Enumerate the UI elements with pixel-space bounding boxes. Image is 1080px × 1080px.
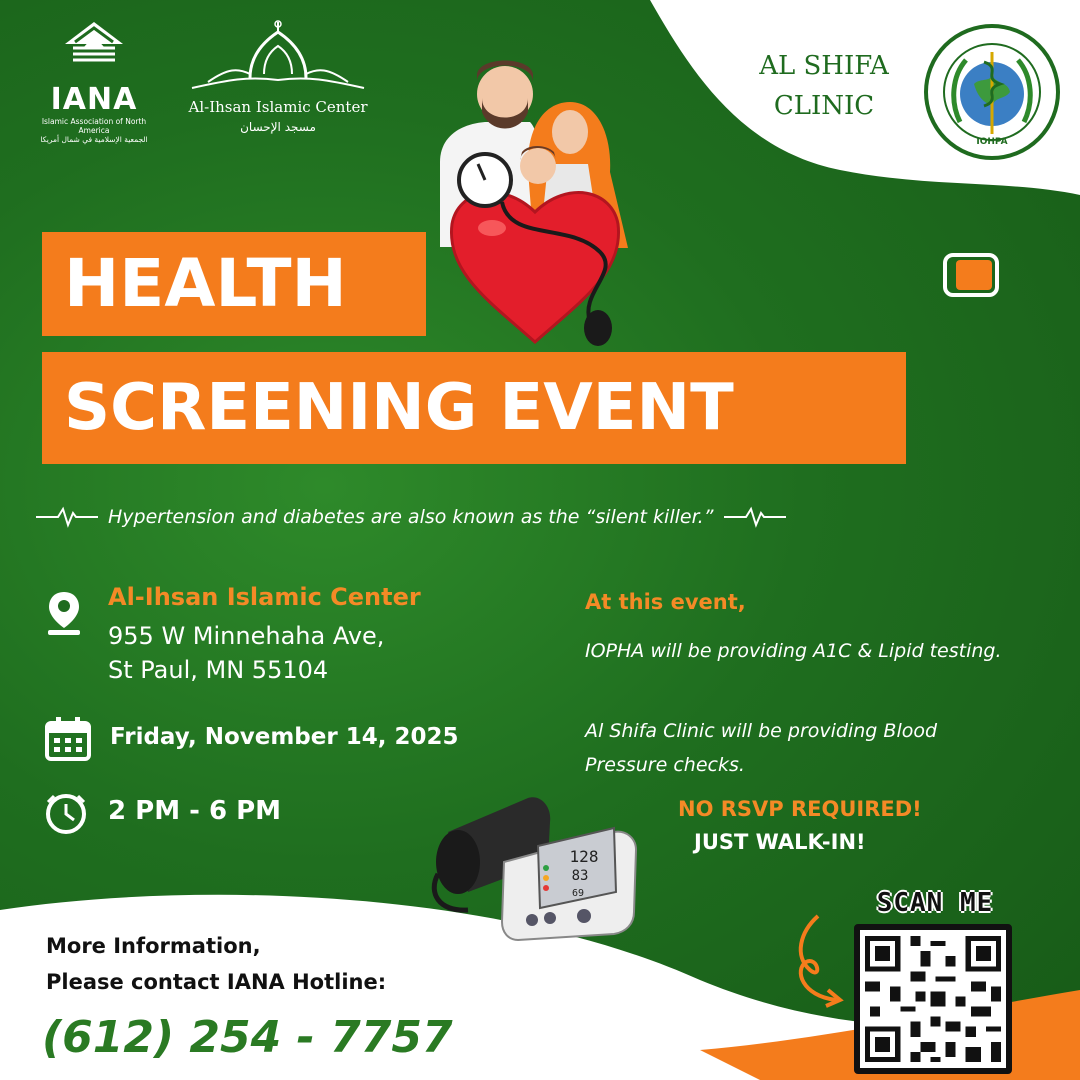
iana-subtitle: Islamic Association of North America <box>41 117 147 135</box>
tagline: Hypertension and diabetes are also known as the “silent killer.” <box>108 506 714 528</box>
blood-pressure-monitor-illustration <box>428 792 648 942</box>
mosque-dome-icon <box>188 18 368 90</box>
iopha-service-text: IOPHA will be providing A1C & Lipid testing. <box>585 640 1002 662</box>
event-time: 2 PM - 6 PM <box>108 796 282 826</box>
heartbeat-line-icon <box>724 505 786 529</box>
monitor-sys: 128 <box>569 847 599 866</box>
monitor-dia: 83 <box>571 868 589 884</box>
family-heart-illustration <box>430 52 640 352</box>
qr-code[interactable] <box>854 924 1012 1074</box>
iohpa-abbr: IOHPA <box>976 137 1008 147</box>
title-line-2: SCREENING EVENT <box>42 352 906 464</box>
scan-me-label: SCAN ME <box>876 888 994 918</box>
shifa-service-text: Al Shifa Clinic will be providing Blood Pressure checks. <box>585 720 938 776</box>
iohpa-seal <box>922 22 1062 162</box>
heartbeat-line-icon <box>36 505 98 529</box>
iana-logo <box>34 18 154 146</box>
event-info-heading: At this event, <box>585 590 746 614</box>
al-shifa-line2: CLINIC <box>773 91 875 121</box>
calendar-icon <box>44 716 92 762</box>
iana-wordmark: IANA <box>50 82 138 117</box>
clock-icon <box>44 792 88 836</box>
hotline-phone[interactable]: (612) 254 - 7757 <box>42 1012 453 1063</box>
venue-address-line2: St Paul, MN 55104 <box>108 656 329 684</box>
al-shifa-line1: AL SHIFA <box>759 51 889 81</box>
iana-arabic: الجمعية الإسلامية في شمال أمريكا <box>40 135 148 144</box>
venue-name: Al-Ihsan Islamic Center <box>108 583 421 611</box>
no-rsvp-text: NO RSVP REQUIRED! <box>678 797 922 821</box>
iana-emblem-icon <box>59 18 129 76</box>
ihsan-name: Al-Ihsan Islamic Center <box>188 98 368 116</box>
monitor-pulse: 69 <box>571 888 585 899</box>
more-info-line1: More Information, <box>46 934 261 958</box>
location-pin-icon <box>46 590 82 636</box>
event-date: Friday, November 14, 2025 <box>110 724 459 750</box>
ihsan-arabic: مسجد الإحسان <box>240 120 316 134</box>
ihsan-logo <box>188 18 368 138</box>
walk-in-text: JUST WALK-IN! <box>694 830 866 854</box>
venue-address-line1: 955 W Minnehaha Ave, <box>108 622 385 650</box>
title-line-1: HEALTH <box>42 232 426 336</box>
qr-code-icon <box>860 930 1006 1068</box>
al-shifa-logo <box>742 46 906 126</box>
more-info-text <box>46 928 386 1000</box>
more-info-line2: Please contact IANA Hotline: <box>46 970 387 994</box>
tagline-row <box>36 500 916 534</box>
arrow-icon <box>788 912 852 1008</box>
decorative-square-icon <box>942 252 1000 298</box>
